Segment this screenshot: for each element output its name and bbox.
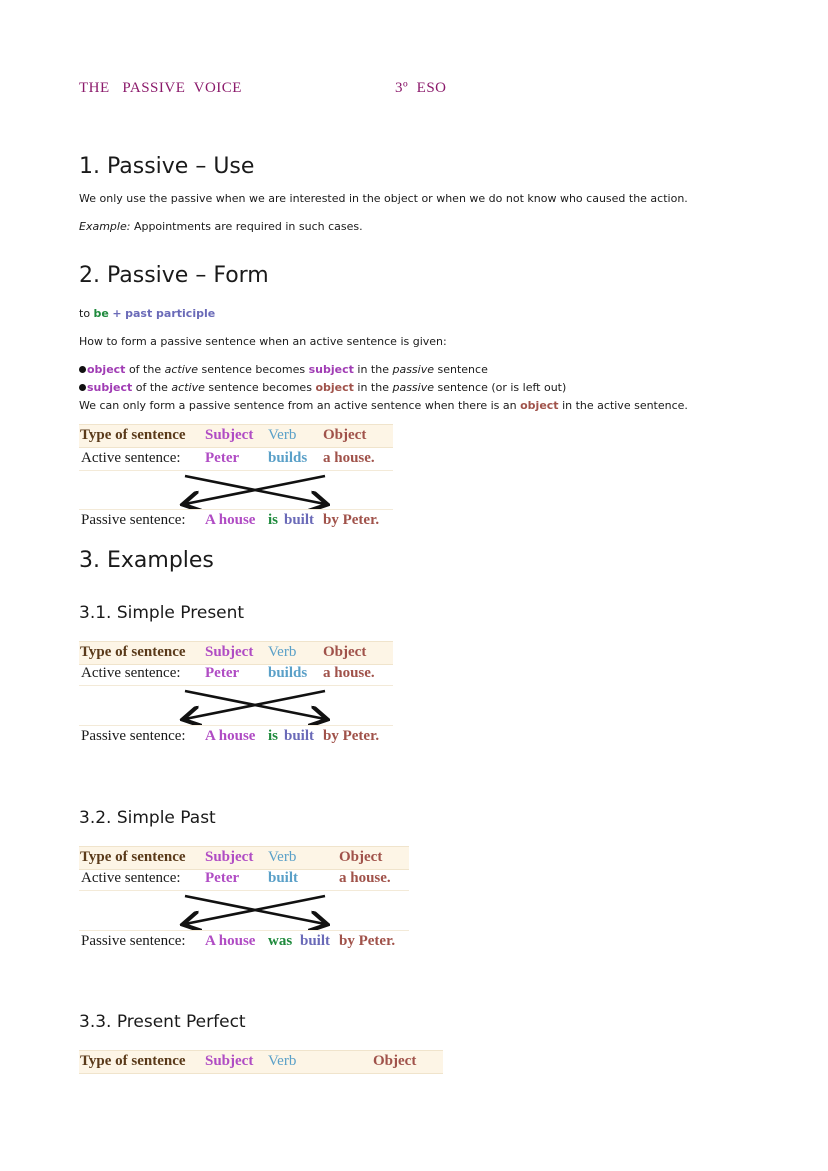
row-divider [79,470,393,471]
table-header-row: Type of sentence Subject Verb Object [79,641,393,665]
subheading-present-perfect: 3.3. Present Perfect [79,1012,246,1032]
table-header-row: Type of sentence Subject Verb Object [79,1050,443,1074]
rule-bullet-2: subject of the active sentence becomes object in the passive sentence (or is left out) [79,381,566,394]
example-text: Appointments are required in such cases. [133,220,363,233]
table-header-row: Type of sentence Subject Verb Object [79,424,393,448]
how-to-text: How to form a passive sentence when an active sentence is given: [79,335,447,348]
grade-level: 3º ESO [395,80,447,96]
object-requirement-note: We can only form a passive sentence from an active sentence when there is an object in the active sentence. [79,399,688,412]
section-heading-use: 1. Passive – Use [79,154,255,179]
swap-arrows-icon [179,892,331,930]
subheading-simple-present: 3.1. Simple Present [79,603,245,623]
use-example [79,220,363,233]
formula-to: to [79,307,91,320]
active-sentence-row: Active sentence: Peter built a house. [81,870,391,886]
passive-sentence-row: Passive sentence: A house was built by Peter. [81,933,396,949]
subheading-simple-past: 3.2. Simple Past [79,808,216,828]
bullet-dot [79,366,86,373]
row-divider [79,685,393,686]
use-description: We only use the passive when we are interested in the object or when we do not know who caused the action. [79,192,688,205]
active-sentence-row: Active sentence: Peter builds a house. [81,450,375,466]
table-header-row: Type of sentence Subject Verb Object [79,846,409,870]
transformation-table-form [79,424,393,534]
section-heading-examples: 3. Examples [79,548,214,573]
passive-formula [79,307,215,320]
passive-sentence-row: Passive sentence: A house is built by Peter. [81,512,380,528]
bullet-dot [79,384,86,391]
transformation-table-present-perfect [79,1050,443,1074]
formula-past-participle: past participle [125,307,216,320]
rule-bullet-1: object of the active sentence becomes subject in the passive sentence [79,363,488,376]
section-heading-form: 2. Passive – Form [79,263,269,288]
formula-be: be [93,307,109,320]
example-label: Example: [79,220,131,233]
transformation-table-simple-past [79,846,409,956]
transformation-table-simple-present [79,641,393,751]
worksheet-title: THE PASSIVE VOICE [79,80,242,96]
active-sentence-row: Active sentence: Peter builds a house. [81,665,375,681]
passive-sentence-row: Passive sentence: A house is built by Peter. [81,728,380,744]
swap-arrows-icon [179,472,331,510]
swap-arrows-icon [179,687,331,725]
row-divider [79,890,409,891]
formula-plus: + [112,307,122,320]
